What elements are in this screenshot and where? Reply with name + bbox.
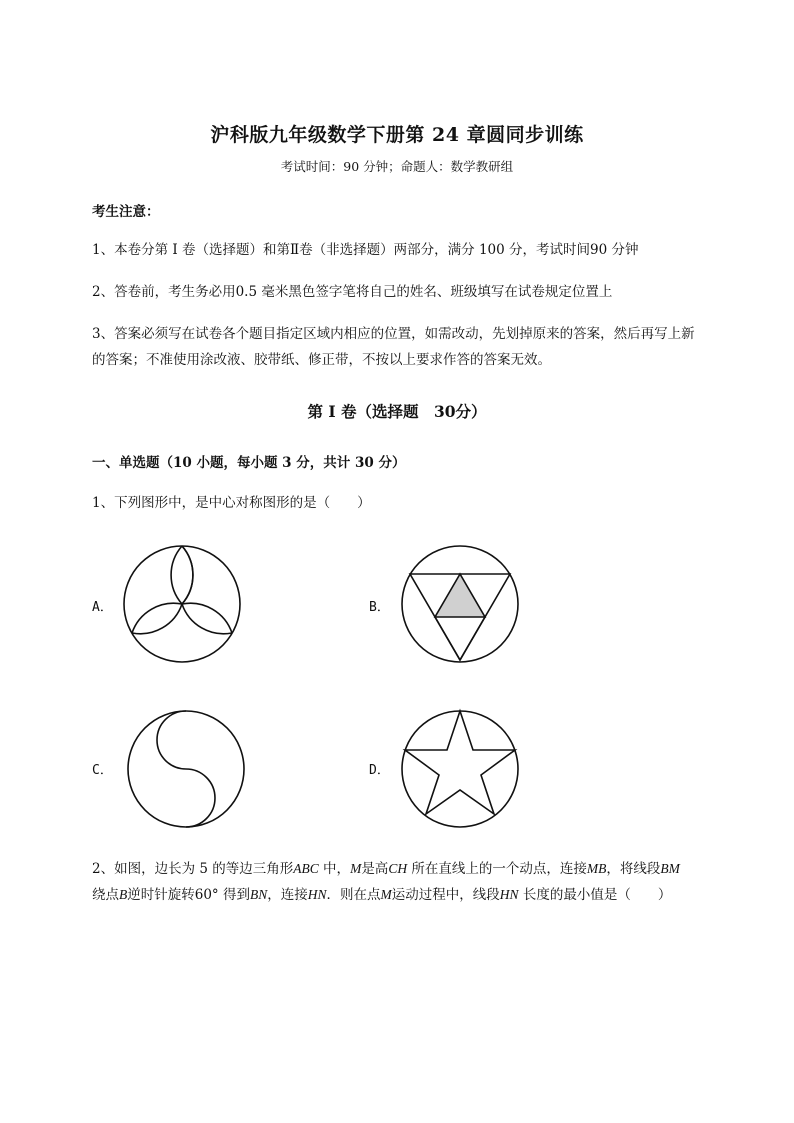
- var-bn: BN: [249, 887, 268, 902]
- var-ch: CH: [388, 861, 408, 876]
- option-b-figure[interactable]: [398, 540, 524, 670]
- section-heading: 一、单选题（10 小题，每小题 3 分，共计 30 分）: [92, 455, 406, 471]
- var-hn2: HN: [499, 887, 519, 902]
- option-a-label[interactable]: A．: [92, 600, 113, 615]
- var-hn: HN: [307, 887, 327, 902]
- notice-heading: 考生注意：: [92, 204, 160, 220]
- option-d-figure[interactable]: [398, 705, 524, 835]
- option-c-figure[interactable]: [120, 705, 246, 835]
- notice-item-2: 2、答卷前，考生务必用0.5 毫米黑色签字笔将自己的姓名、班级填写在试卷规定位置上: [92, 284, 613, 300]
- var-b: B: [119, 887, 128, 902]
- question-2-line-1: 2、如图，边长为 5 的等边三角形ABC 中，M是高CH 所在直线上的一个动点，连接MB，将线段BM: [92, 861, 680, 877]
- question-2-line-2: 绕点B逆时针旋转60° 得到BN，连接HN．则在点M运动过程中，线段HN 长度的最小值是（ ）: [92, 887, 672, 903]
- var-abc: ABC: [293, 861, 319, 876]
- s-curve: [157, 711, 215, 827]
- notice-item-3: 3、答案必须写在试卷各个题目指定区域内相应的位置，如需改动，先划掉原来的答案，然后再写上新: [92, 326, 695, 342]
- option-a-figure[interactable]: [120, 540, 246, 670]
- option-c-label[interactable]: C．: [92, 763, 113, 778]
- notice-item-3-cont: 的答案；不准使用涂改液、胶带纸、修正带，不按以上要求作答的答案无效。: [92, 352, 551, 368]
- notice-item-1: 1、本卷分第 I 卷（选择题）和第Ⅱ卷（非选择题）两部分，满分 100 分，考试时间90 分钟: [92, 242, 639, 258]
- outer-circle: [402, 711, 518, 827]
- var-m2: M: [380, 887, 392, 902]
- top-lens: [171, 546, 193, 604]
- var-bm: BM: [660, 861, 680, 876]
- question-1-stem: 1、下列图形中，是中心对称图形的是（ ）: [92, 495, 371, 511]
- section-title: 第 I 卷（选择题 30分）: [307, 402, 487, 421]
- option-d-label[interactable]: D．: [369, 763, 390, 778]
- var-mb: MB: [586, 861, 607, 876]
- page-title: 沪科版九年级数学下册第 24 章圆同步训练: [210, 124, 584, 146]
- exam-info: 考试时间：90 分钟；命题人：数学教研组: [280, 159, 514, 174]
- inner-shaded-triangle: [435, 574, 485, 617]
- var-m: M: [350, 861, 362, 876]
- option-b-label[interactable]: B．: [369, 600, 390, 615]
